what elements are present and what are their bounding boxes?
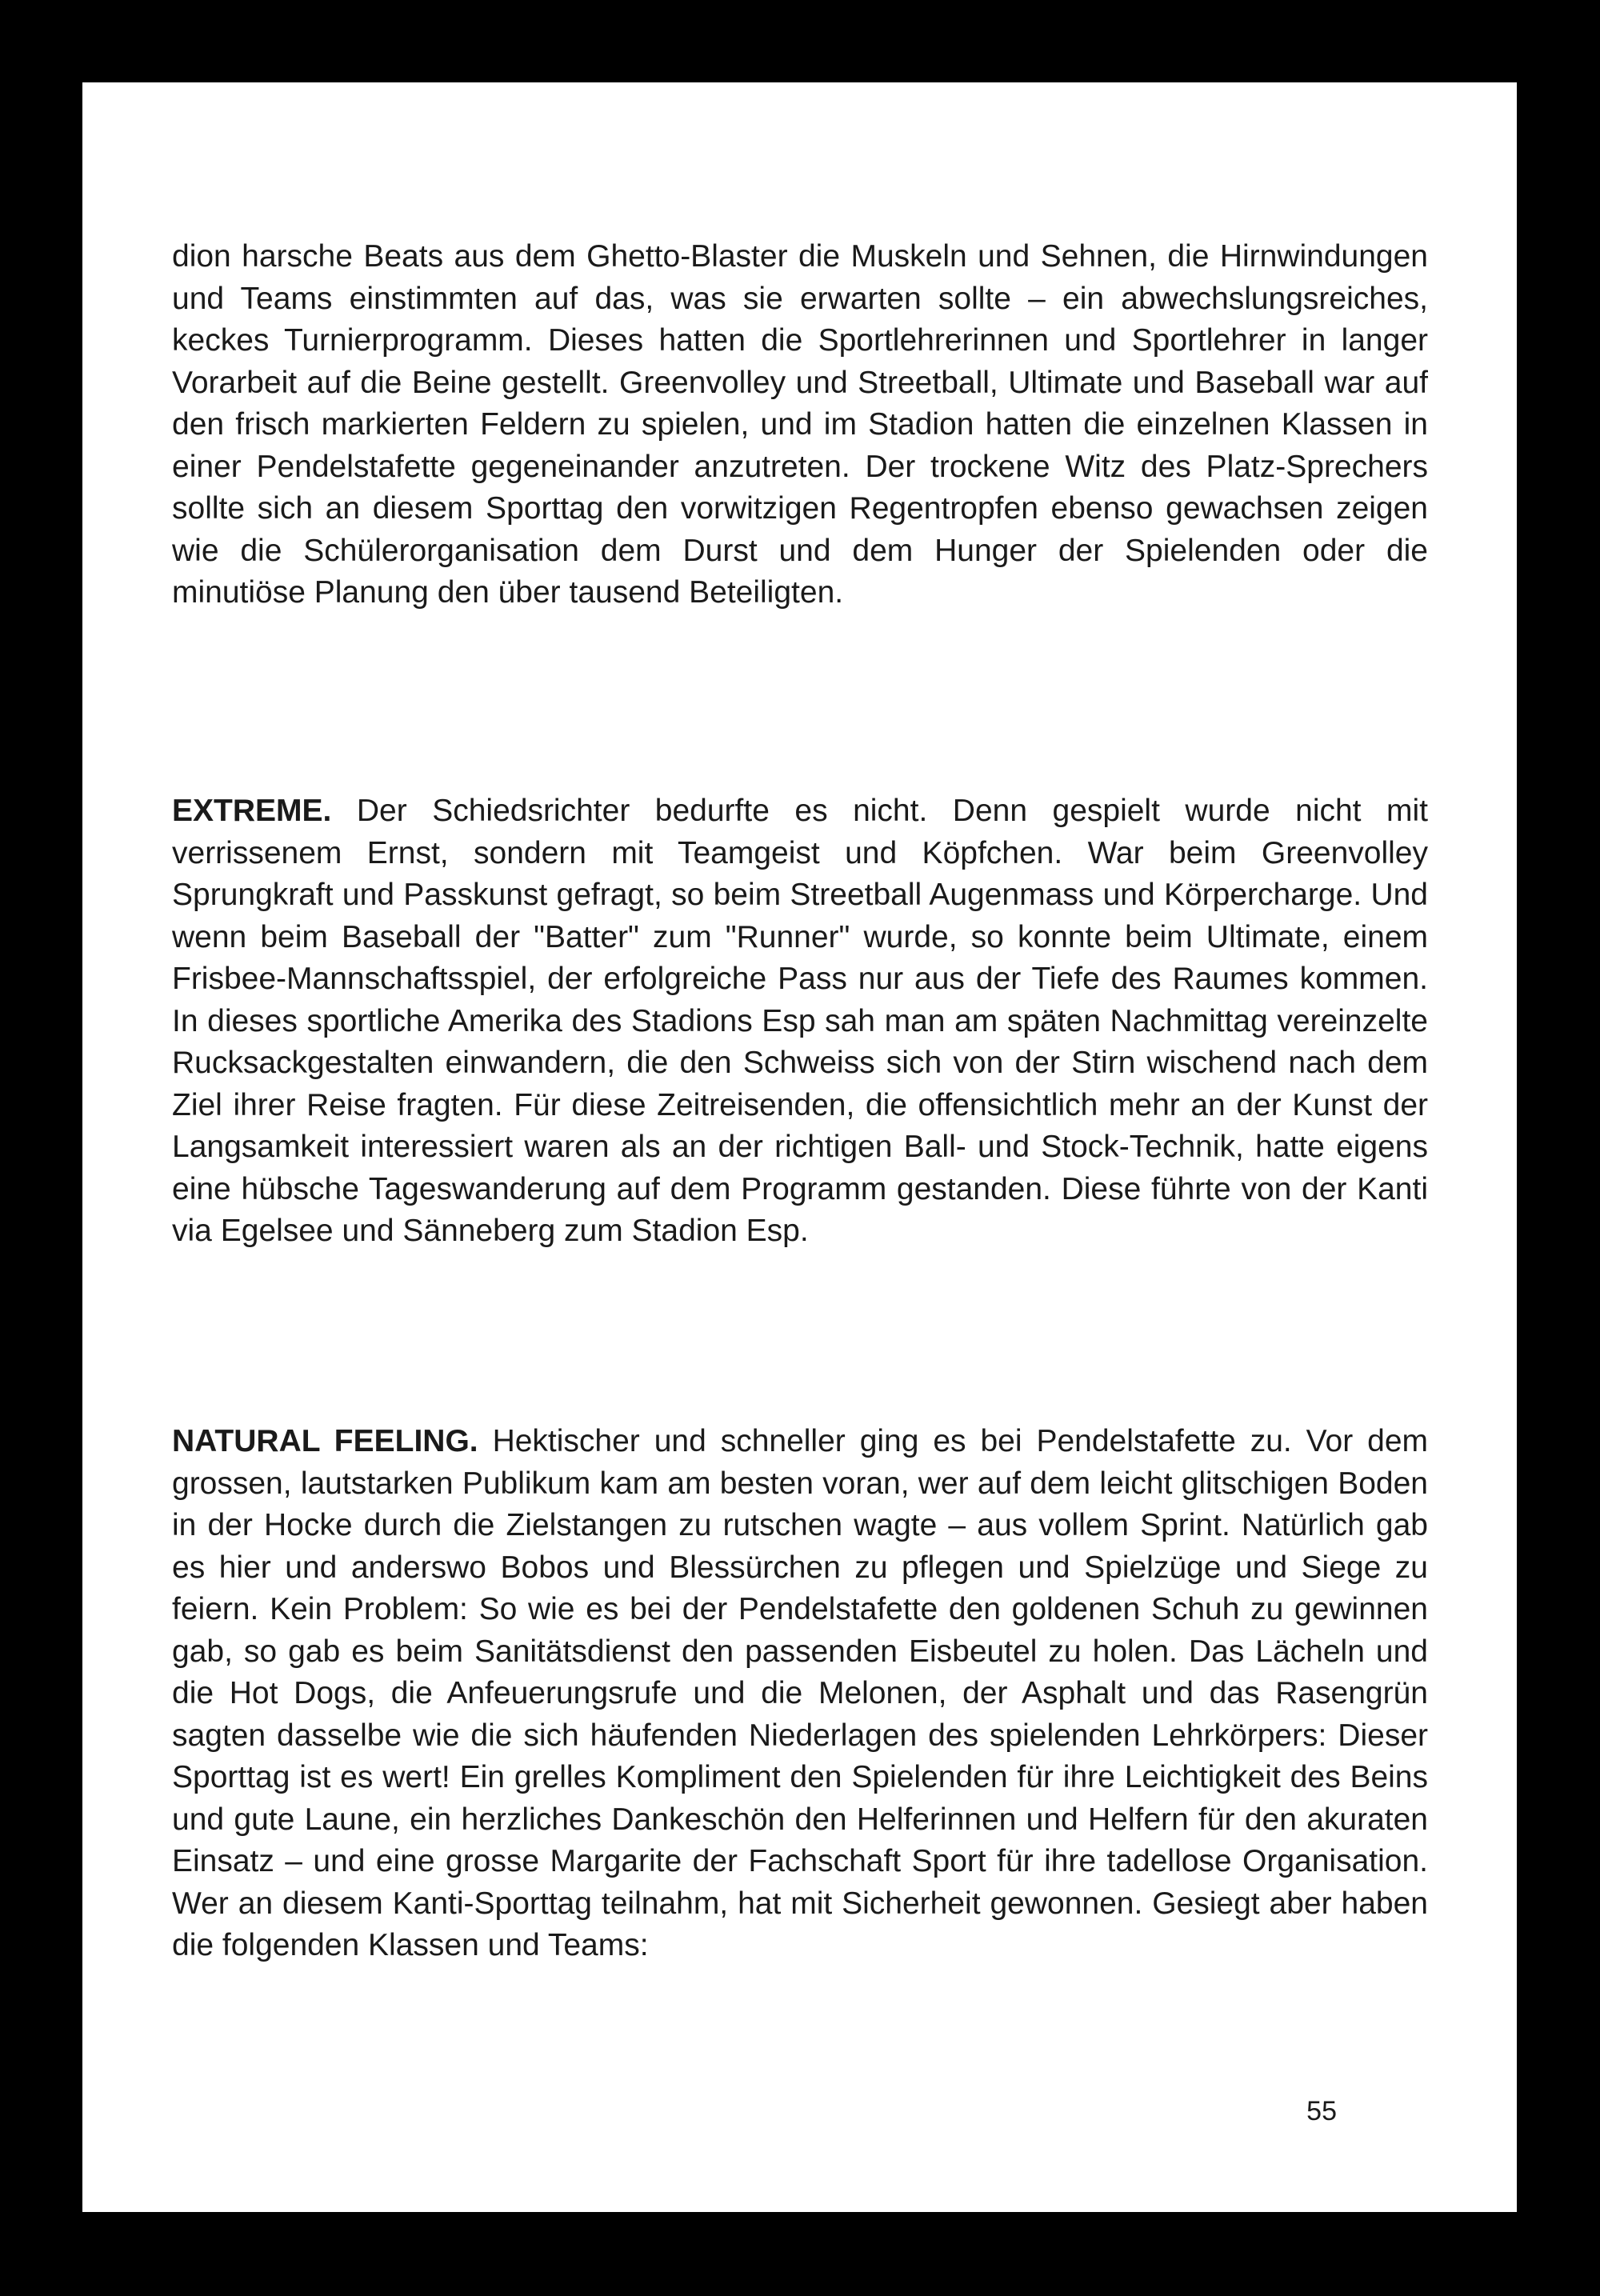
paragraph-extreme [172, 790, 1428, 1253]
paragraph-natural-feeling-text: Hektischer und schneller ging es bei Pendelstafette zu. Vor dem grossen, lautstarken Publikum kam am besten voran, wer auf dem leicht glitschigen Boden in der Hocke durch die Zielstangen zu rutschen wagte – aus vollem Sprint. Natürlich gab es hier und anderswo Bobos und Blessürchen zu pflegen und Spielzüge und Siege zu feiern. Kein Problem: So wie es bei der Pendelstafette den goldenen Schuh zu gewinnen gab, so gab es beim Sanitätsdienst den passenden Eisbeutel zu holen. Das Lächeln und die Hot Dogs, die Anfeuerungsrufe und die Melonen, der Asphalt und das Rasengrün sagten dasselbe wie die sich häufenden Niederlagen des spielenden Lehrkörpers: Dieser Sporttag ist es wert! Ein grelles Kompliment den Spielenden für ihre Leichtigkeit des Beins und gute Laune, ein herzliches Dankeschön den Helferinnen und Helfern für den akuraten Einsatz – und eine grosse Margarite der Fachschaft Sport für ihre tadellose Organisation. Wer an diesem Kanti-Sporttag teilnahm, hat mit Sicherheit gewonnen. Gesiegt aber haben die folgenden Klassen und Teams: [172, 1424, 1428, 1962]
page-number: 55 [1306, 2096, 1337, 2126]
document-page [82, 82, 1517, 2212]
paragraph-extreme-text: Der Schiedsrichter bedurfte es nicht. Denn gespielt wurde nicht mit verrissenem Ernst, sondern mit Teamgeist und Köpfchen. War beim Greenvolley Sprungkraft und Passkunst gefragt, so beim Streetball Augenmass und Körpercharge. Und wenn beim Baseball der "Batter" zum "Runner" wurde, so konnte beim Ultimate, einem Frisbee-Mannschaftsspiel, der erfolgreiche Pass nur aus der Tiefe des Raumes kommen. In dieses sportliche Amerika des Stadions Esp sah man am späten Nachmittag vereinzelte Rucksackgestalten einwandern, die den Schweiss sich von der Stirn wischend nach dem Ziel ihrer Reise fragten. Für diese Zeitreisenden, die offensichtlich mehr an der Kunst der Langsamkeit interessiert waren als an der richtigen Ball- und Stock-Technik, hatte eigens eine hübsche Tageswanderung auf dem Programm gestanden. Diese führte von der Kanti via Egelsee und Sänneberg zum Stadion Esp. [172, 794, 1428, 1248]
paragraph-natural-feeling [172, 1421, 1428, 1967]
paragraph-intro-text: dion harsche Beats aus dem Ghetto-Blaster die Muskeln und Sehnen, die Hirnwindungen und Teams einstimmten auf das, was sie erwarten sollte – ein abwechslungsreiches, keckes Turnierprogramm. Dieses hatten die Sportlehrerinnen und Sportlehrer in langer Vorarbeit auf die Beine gestellt. Greenvolley und Streetball, Ultimate und Baseball war auf den frisch markierten Feldern zu spielen, und im Stadion hatten die einzelnen Klassen in einer Pendelstafette gegeneinander anzutreten. Der trockene Witz des Platz-Sprechers sollte sich an diesem Sporttag den vorwitzigen Regentropfen ebenso gewachsen zeigen wie die Schülerorganisation dem Durst und dem Hunger der Spielenden oder die minutiöse Planung den über tausend Beteiligten. [172, 239, 1428, 610]
paragraph-natural-feeling-lead: NATURAL FEELING. [172, 1424, 478, 1458]
paragraph-intro [172, 236, 1428, 614]
paragraph-extreme-lead: EXTREME. [172, 794, 332, 828]
